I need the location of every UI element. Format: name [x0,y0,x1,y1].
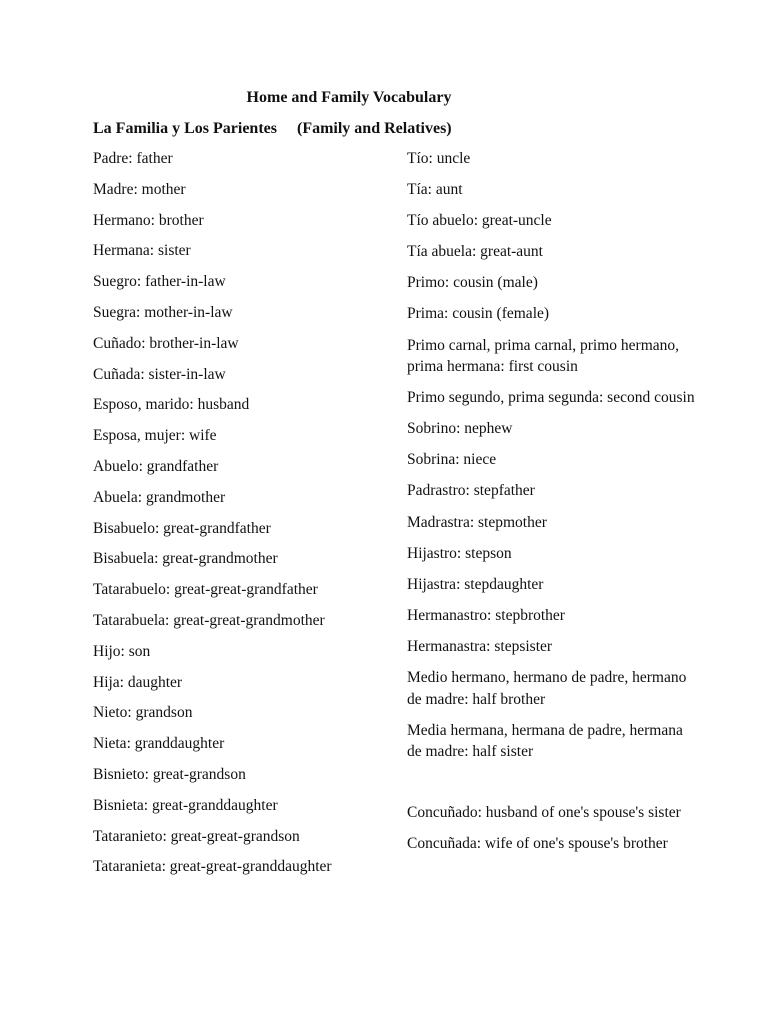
list-item: Esposa, mujer: wife [93,427,217,445]
list-item: Abuelo: grandfather [93,457,219,475]
list-item: Madre: mother [93,180,186,198]
list-item: Concuñado: husband of one's spouse's sister [407,804,681,822]
list-item: Hermano: brother [93,211,204,229]
section-heading [93,118,452,140]
list-item: Hijo: son [93,642,151,660]
list-item: Bisabuela: great-grandmother [93,550,278,568]
list-item: Tía: aunt [407,181,463,199]
list-item: Primo: cousin (male) [407,274,538,292]
list-item: Prima: cousin (female) [407,305,550,323]
list-item: Hermanastro: stepbrother [407,606,565,624]
list-item: Tío: uncle [407,150,471,167]
list-item: Cuñada: sister-in-law [93,365,226,383]
list-item: Sobrino: nephew [407,420,513,438]
list-item: Suegro: father-in-law [93,273,226,291]
list-item: Suegra: mother-in-law [93,303,233,321]
list-item: Abuela: grandmother [93,488,226,506]
list-item: Hermanastra: stepsister [407,637,553,655]
list-item: Media hermana, hermana de padre, hermana de madre: half sister [407,721,683,761]
list-item: Padre: father [93,150,173,167]
list-item: Tía abuela: great-aunt [407,243,543,261]
list-item: Madrastra: stepmother [407,513,547,531]
list-item: Cuñado: brother-in-law [93,334,239,352]
list-item: Hermana: sister [93,242,191,260]
list-item: Hijastro: stepson [407,544,512,562]
list-item: Tataranieta: great-great-granddaughter [93,858,332,876]
list-item: Bisnieta: great-granddaughter [93,796,278,814]
list-item: Bisnieto: great-grandson [93,765,246,783]
list-item: Bisabuelo: great-grandfather [93,519,271,537]
list-item: Padrastro: stepfather [407,482,535,500]
section-heading-english: (Family and Relatives) [296,120,452,137]
list-item: Primo segundo, prima segunda: second cousin [407,389,695,407]
list-item: Hija: daughter [93,673,183,691]
list-spacer [407,772,697,802]
page-title: Home and Family Vocabulary [246,89,452,106]
list-item: Nieto: grandson [93,704,193,722]
list-item: Sobrina: niece [407,451,497,469]
list-item: Primo carnal, prima carnal, primo hermano, prima hermana: first cousin [407,336,680,376]
list-item: Tatarabuelo: great-great-grandfather [93,581,318,599]
list-item: Concuñada: wife of one's spouse's brother [407,835,668,853]
list-item: Tataranieto: great-great-grandson [93,827,300,845]
vocabulary-list-right [407,148,697,864]
vocabulary-list-left [93,148,378,887]
section-heading-spanish: La Familia y Los Parientes [93,120,277,137]
list-item: Esposo, marido: husband [93,396,250,414]
list-item: Nieta: granddaughter [93,735,225,753]
list-item: Tío abuelo: great-uncle [407,212,552,230]
list-item: Tatarabuela: great-great-grandmother [93,611,325,629]
list-item: Medio hermano, hermano de padre, hermano de madre: half brother [407,669,687,708]
list-item: Hijastra: stepdaughter [407,575,544,593]
